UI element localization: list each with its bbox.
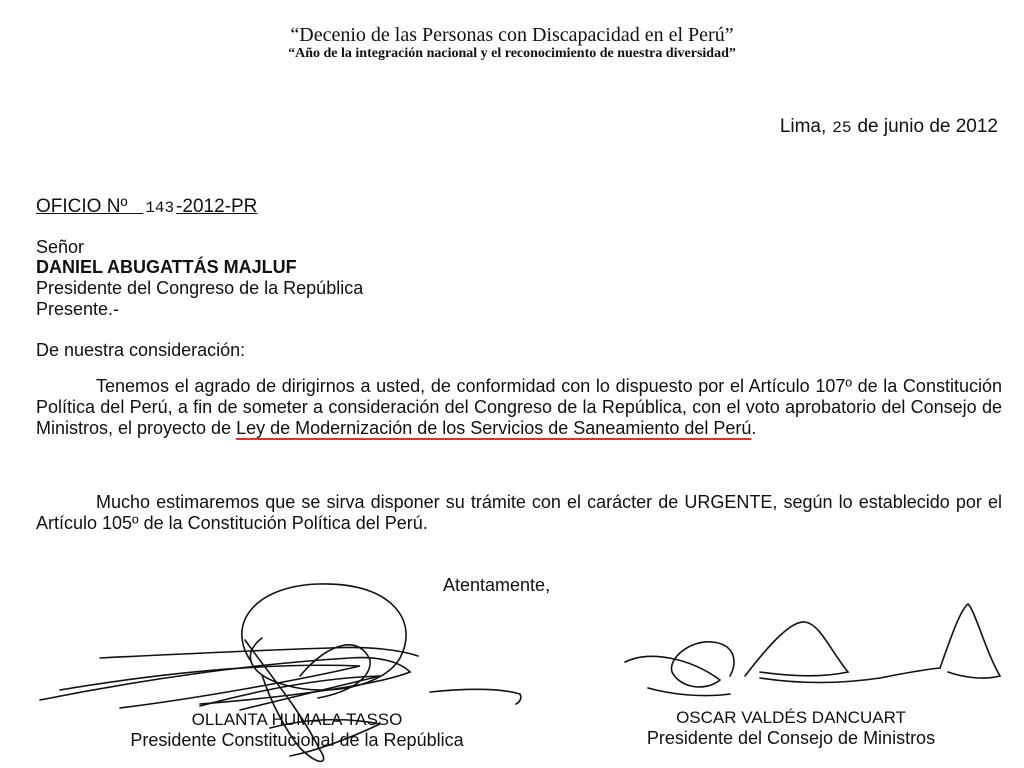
year-motto: “Año de la integración nacional y el reconocimiento de nuestra diversidad” xyxy=(288,46,736,61)
body-paragraph-2: Mucho estimaremos que se sirva disponer su trámite con el carácter de URGENTE, según lo establecido por el Artículo 105º de la Constitución Política del Perú. xyxy=(36,492,1002,533)
signatory-2-role: Presidente del Consejo de Ministros xyxy=(646,728,936,748)
paragraph-1-text: Tenemos el agrado de dirigirnos a usted, de conformidad con lo dispuesto por el Artículo 107º de la Constitución Política del Perú, a fin de someter a consideración del Congreso de la República, con el voto aprobatorio del Consejo de Ministros, el proyecto de xyxy=(36,376,1002,438)
date-prefix: Lima, xyxy=(779,116,827,137)
closing: Atentamente, xyxy=(443,575,551,595)
signatory-1-name: OLLANTA HUMALA TASSO xyxy=(191,710,403,729)
signatory-2-name: OSCAR VALDÉS DANCUART xyxy=(676,708,906,727)
presente: Presente.- xyxy=(36,299,120,319)
oficio-suffix: -2012-PR xyxy=(176,196,258,217)
salutation: Señor xyxy=(36,237,85,257)
signatory-1-role: Presidente Constitucional de la República xyxy=(130,730,464,750)
date-suffix: de junio de 2012 xyxy=(857,116,998,137)
signature-valdes xyxy=(625,604,1000,696)
addressee-position: Presidente del Congreso de la República xyxy=(36,278,364,298)
oficio-prefix: OFICIO Nº xyxy=(36,196,128,217)
body-paragraph-1 xyxy=(36,376,1002,439)
paragraph-1-end: . xyxy=(751,418,757,438)
decade-motto: “Decenio de las Personas con Discapacidad en el Perú” xyxy=(290,24,734,46)
addressee-name: DANIEL ABUGATTÁS MAJLUF xyxy=(36,257,297,277)
date-day: 25 xyxy=(832,119,852,137)
oficio-typed-number: 143 xyxy=(145,199,175,217)
date-line xyxy=(780,116,998,138)
greeting: De nuestra consideración: xyxy=(36,340,246,360)
law-title: Ley de Modernización de los Servicios de Saneamiento del Perú xyxy=(236,418,752,438)
oficio-number xyxy=(36,196,257,218)
